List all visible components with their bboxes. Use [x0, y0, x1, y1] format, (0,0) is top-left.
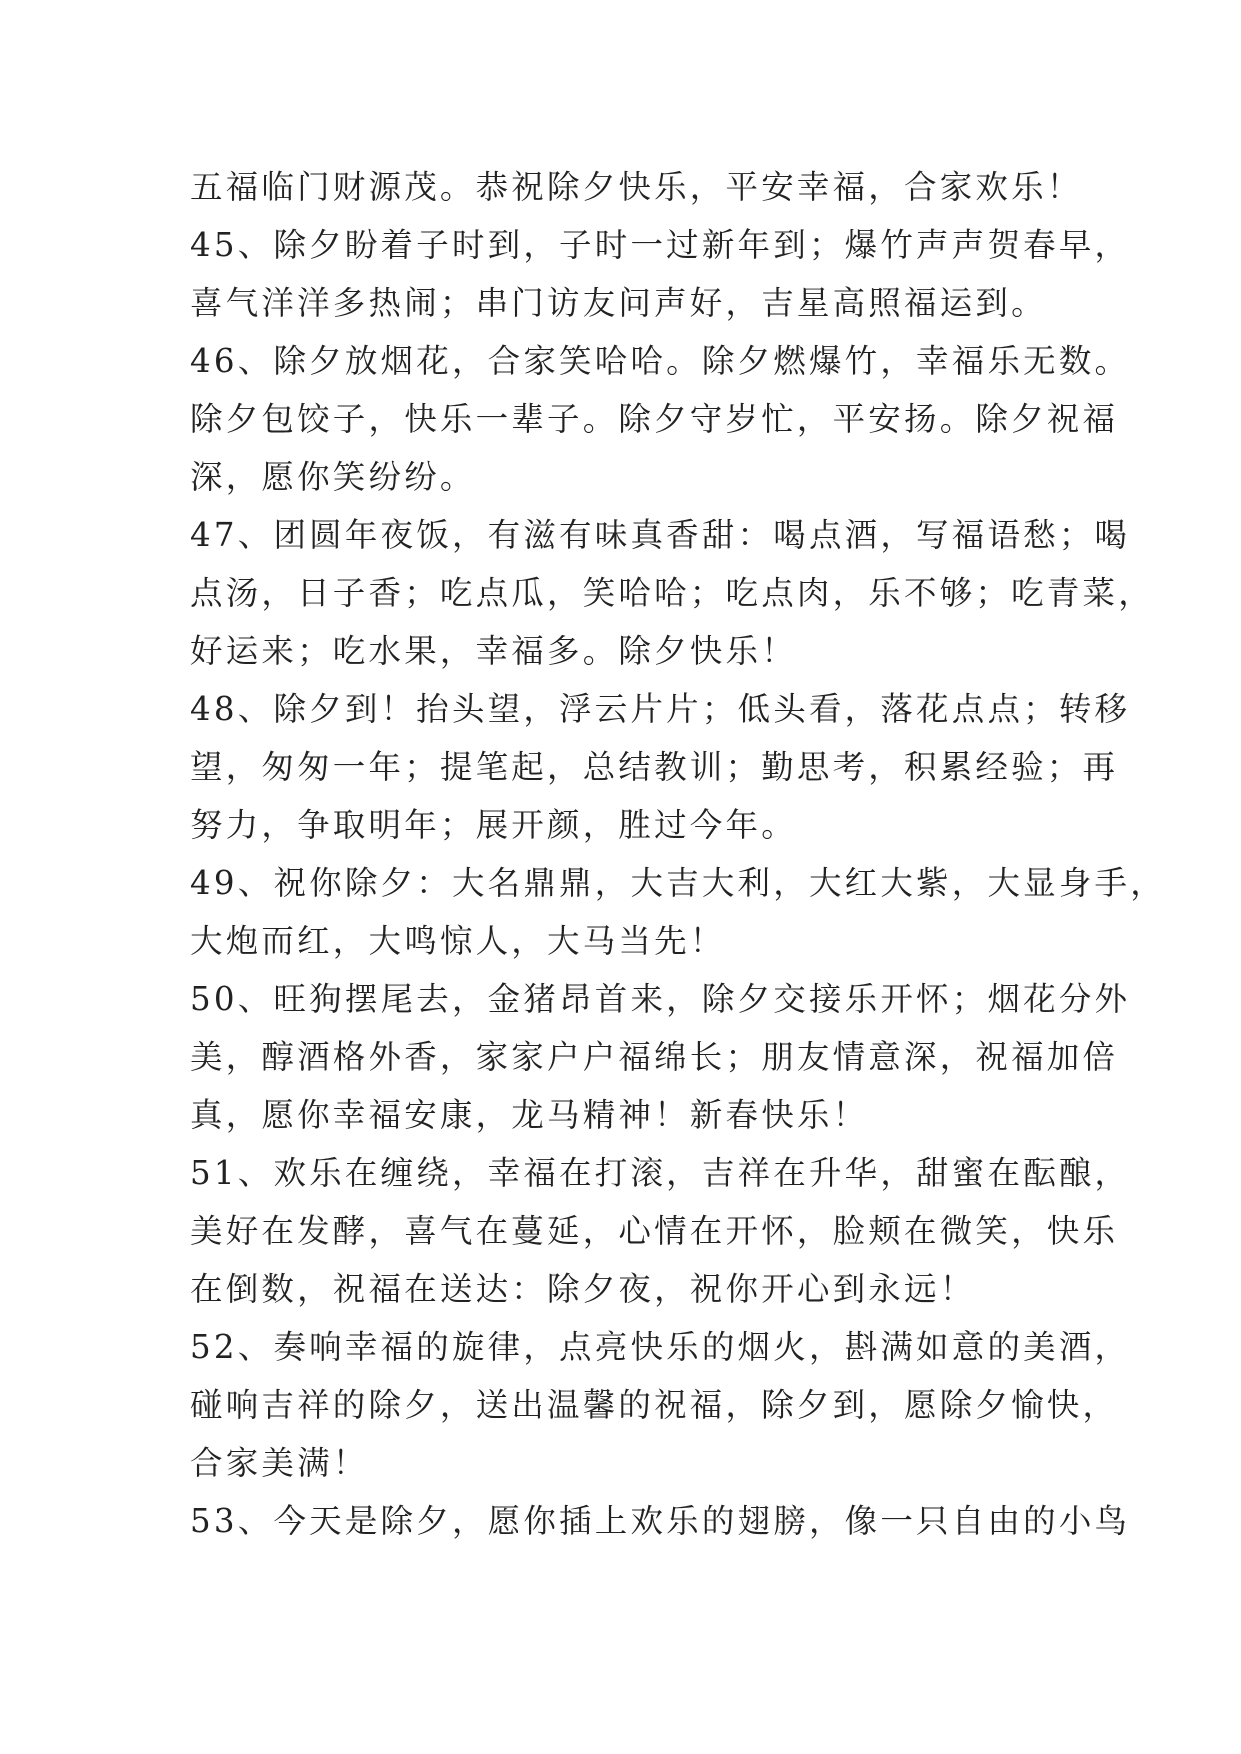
text-line: 美，醇酒格外香，家家户户福绵长；朋友情意深，祝福加倍 [190, 1038, 1119, 1076]
text-line: 53、今天是除夕，愿你插上欢乐的翅膀，像一只自由的小鸟 [190, 1502, 1131, 1540]
text-line: 大炮而红，大鸣惊人，大马当先！ [190, 922, 726, 960]
text-line: 望，匆匆一年；提笔起，总结教训；勤思考，积累经验；再 [190, 748, 1119, 786]
text-line: 49、祝你除夕：大名鼎鼎，大吉大利，大红大紫，大显身手， [190, 864, 1166, 902]
text-line: 点汤，日子香；吃点瓜，笑哈哈；吃点肉，乐不够；吃青菜， [190, 574, 1154, 612]
text-line: 努力，争取明年；展开颜，胜过今年。 [190, 806, 797, 844]
text-line: 碰响吉祥的除夕，送出温馨的祝福，除夕到，愿除夕愉快， [190, 1386, 1119, 1424]
text-line: 深，愿你笑纷纷。 [190, 458, 476, 496]
text-line: 美好在发酵，喜气在蔓延，心情在开怀，脸颊在微笑，快乐 [190, 1212, 1119, 1250]
text-line: 合家美满！ [190, 1444, 369, 1482]
text-line: 在倒数，祝福在送达：除夕夜，祝你开心到永远！ [190, 1270, 976, 1308]
text-line: 47、团圆年夜饭，有滋有味真香甜：喝点酒，写福语愁；喝 [190, 516, 1131, 554]
text-line: 除夕包饺子，快乐一辈子。除夕守岁忙，平安扬。除夕祝福 [190, 400, 1119, 438]
text-line: 51、欢乐在缠绕，幸福在打滚，吉祥在升华，甜蜜在酝酿， [190, 1154, 1131, 1192]
text-line: 45、除夕盼着子时到，子时一过新年到；爆竹声声贺春早， [190, 226, 1131, 264]
text-line: 46、除夕放烟花，合家笑哈哈。除夕燃爆竹，幸福乐无数。 [190, 342, 1131, 380]
text-line: 五福临门财源茂。恭祝除夕快乐，平安幸福，合家欢乐！ [190, 168, 1083, 206]
text-line: 真，愿你幸福安康，龙马精神！新春快乐！ [190, 1096, 869, 1134]
text-line: 喜气洋洋多热闹；串门访友问声好，吉星高照福运到。 [190, 284, 1047, 322]
text-line: 48、除夕到！抬头望，浮云片片；低头看，落花点点；转移 [190, 690, 1131, 728]
text-line: 50、旺狗摆尾去，金猪昂首来，除夕交接乐开怀；烟花分外 [190, 980, 1131, 1018]
text-line: 52、奏响幸福的旋律，点亮快乐的烟火，斟满如意的美酒， [190, 1328, 1131, 1366]
body-text [190, 158, 1166, 1550]
text-line: 好运来；吃水果，幸福多。除夕快乐！ [190, 632, 797, 670]
